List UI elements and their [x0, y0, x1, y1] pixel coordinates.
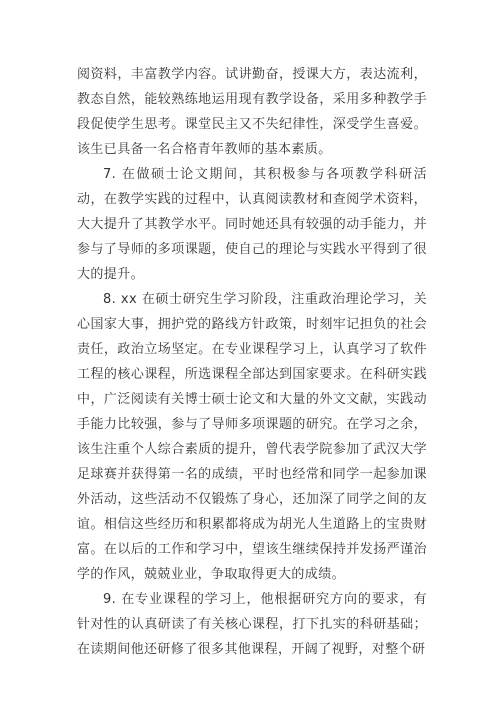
paragraph-continued: 阅资料，丰富教学内容。试讲勤奋，授课大方，表达流利，教态自然，能较熟练地运用现有教学设备，采用多种教学手段促使学生思考。课堂民主又不失纪律性，深受学生喜爱。该生已具备一名合格青年教师的基本素质。	[77, 67, 427, 157]
paragraph-8: 8. xx 在硕士研究生学习阶段，注重政治理论学习，关心国家大事，拥护党的路线方针政策，时刻牢记担负的社会责任，政治立场坚定。在专业课程学习上，认真学习了软件工程的核心课程，所选课程全部达到国家要求。在科研实践中，广泛阅读有关博士硕士论文和大量的外文文献，实践动手能力比较强，参与了导师多项课题的研究。在学习之余，该生注重个人综合素质的提升，曾代表学院参加了武汉大学足球赛并获得第一名的成绩，平时也经常和同学一起参加课外活动，这些活动不仅锻炼了身心，还加深了同学之间的友谊。相信这些经历和积累都将成为胡光人生道路上的宝贵财富。在以后的工作和学习中，望该生继续保持并发扬严谨治学的作风，兢兢业业，争取取得更大的成绩。	[77, 292, 427, 582]
document-body	[77, 62, 427, 662]
paragraph-9: 9. 在专业课程的学习上，他根据研究方向的要求，有针对性的认真研读了有关核心课程，打下扎实的科研基础；在读期间他还研修了很多其他课程，开阔了视野，对整个研	[77, 592, 427, 657]
paragraph-7: 7. 在做硕士论文期间，其积极参与各项教学科研活动，在教学实践的过程中，认真阅读教材和查阅学术资料，大大提升了其教学水平。同时她还具有较强的动手能力，并参与了导师的多项课题，使自己的理论与实践水平得到了很大的提升。	[77, 167, 427, 282]
